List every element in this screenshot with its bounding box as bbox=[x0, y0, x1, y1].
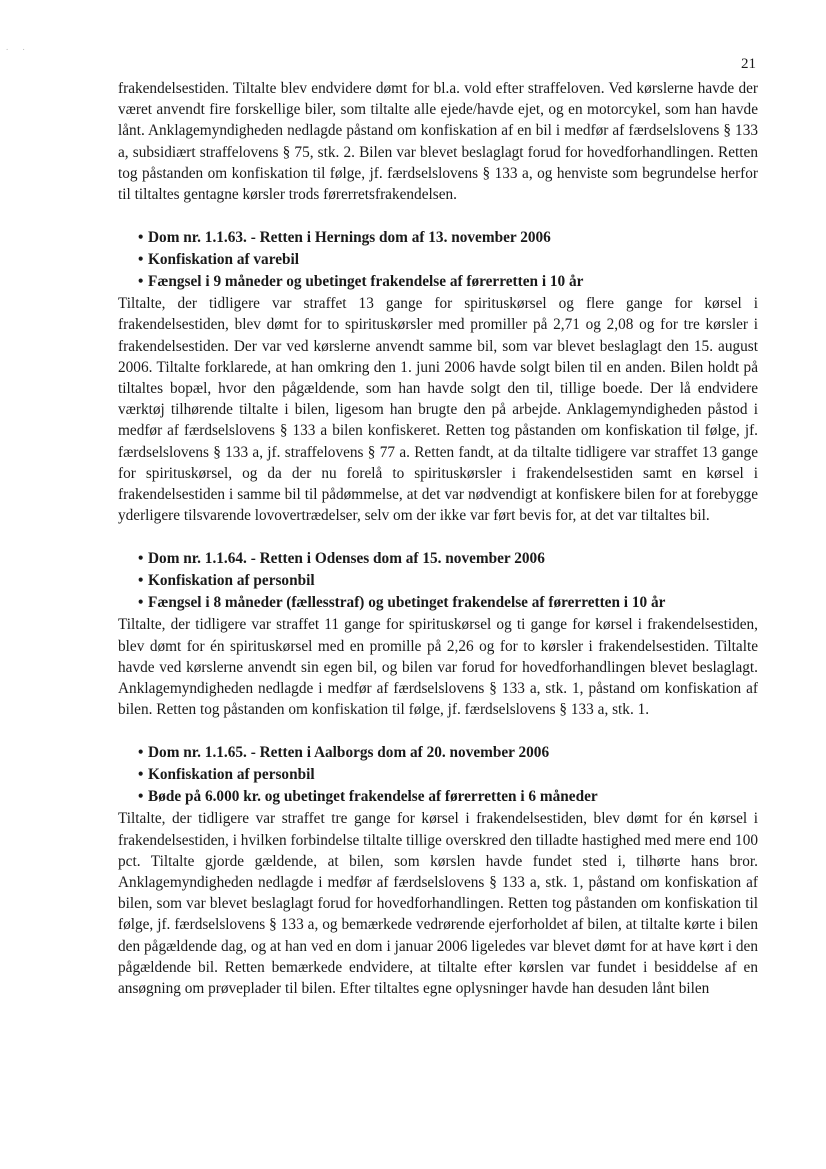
case-bullet-list bbox=[118, 742, 758, 808]
page-content bbox=[118, 78, 758, 999]
case-paragraph: Tiltalte, der tidligere var straffet 13 gange for spirituskørsel og flere gange for kørsel i frakendelsestiden, blev dømt for to spirituskørsler med promiller på 2,71 og 2,08 og for tre kørsler i frakendelsestiden. Der var ved kørslerne anvendt samme bil, som var blevet beslaglagt den 15. august 2006. Tiltalte forklarede, at han omkring den 1. juni 2006 havde solgt bilen til en anden. Bilen holdt på tiltaltes bopæl, hvor den pågældende, som han havde solgt den til, tillige boede. Der lå endvidere værktøj tilhørende tiltalte i bilen, ligesom han brugte den på arbejde. Anklagemyndigheden påstod i medfør af færdselslovens § 133 a bilen konfiskeret. Retten tog påstanden om konfiskation til følge, jf. færdselslovens § 133 a, jf. straffelovens § 77 a. Retten fandt, at da tiltalte tidligere var straffet 13 gange for spirituskørsel, og da der nu forelå to spirituskørsler i frakendelsestiden samt en kørsel i frakendelsestiden i samme bil til pådømmelse, at det var nødvendigt at konfiskere bilen for at forebygge yderligere tilsvarende lovovertrædelser, selv om der ikke var ført bevis for, at det var tiltaltes bil. bbox=[118, 295, 758, 525]
case-bullet-list bbox=[118, 227, 758, 293]
case-sentence: • Fængsel i 8 måneder (fællesstraf) og ubetinget frakendelse af førerretten i 10 år bbox=[118, 592, 758, 614]
case-heading: • Dom nr. 1.1.65. - Retten i Aalborgs dom af 20. november 2006 bbox=[118, 742, 758, 764]
case-paragraph: Tiltalte, der tidligere var straffet tre gange for kørsel i frakendelsestiden, blev dømt for én kørsel i frakendelsestiden, i hvilken forbindelse tiltalte tillige overskred den tilladte hastighed med mere end 100 pct. Tiltalte gjorde gældende, at bilen, som kørslen havde fundet sted i, tilhørte hans bror. Anklagemyndigheden nedlagde i medfør af færdselslovens § 133 a, stk. 1, påstand om konfiskation af bilen, som var blevet beslaglagt forud for hovedforhandlingen. Retten tog påstanden om konfiskation til følge, jf. færdselslovens § 133 a, og bemærkede vedrørende ejerforholdet af bilen, at tiltalte kørte i bilen den pågældende dag, og at han ved en dom i januar 2006 ligeledes var blevet dømt for at have kørt i den pågældende bil. Retten bemærkede endvidere, at tiltalte efter kørslen var fundet i besiddelse af en ansøgning om prøveplader til bilen. Efter tiltaltes egne oplysninger havde han desuden lånt bilen bbox=[118, 810, 758, 998]
page-number: 21 bbox=[741, 56, 756, 72]
case-1-1-64 bbox=[118, 548, 758, 720]
case-1-1-65 bbox=[118, 742, 758, 999]
case-subject: • Konfiskation af personbil bbox=[118, 570, 758, 592]
scan-mark: . . bbox=[6, 42, 31, 52]
case-sentence: • Fængsel i 9 måneder og ubetinget frakendelse af førerretten i 10 år bbox=[118, 271, 758, 293]
case-subject: • Konfiskation af varebil bbox=[118, 249, 758, 271]
case-bullet-list bbox=[118, 548, 758, 614]
case-sentence: • Bøde på 6.000 kr. og ubetinget frakendelse af førerretten i 6 måneder bbox=[118, 786, 758, 808]
case-1-1-63 bbox=[118, 227, 758, 526]
case-heading: • Dom nr. 1.1.64. - Retten i Odenses dom af 15. november 2006 bbox=[118, 548, 758, 570]
intro-paragraph: frakendelsestiden. Tiltalte blev endvidere dømt for bl.a. vold efter straffeloven. Ved kørslerne havde der været anvendt fire forskellige biler, som tiltalte alle ejede/havde ejet, og en motorcykel, som han havde lånt. Anklagemyndigheden nedlagde påstand om konfiskation af en bil i medfør af færdselslovens § 133 a, subsidiært straffelovens § 75, stk. 2. Bilen var blevet beslaglagt forud for hovedforhandlingen. Retten tog påstanden om konfiskation til følge, jf. færdselslovens § 133 a, og henviste som begrundelse herfor til tiltaltes gentagne kørsler trods førerretsfrakendelsen. bbox=[118, 80, 758, 204]
case-paragraph: Tiltalte, der tidligere var straffet 11 gange for spirituskørsel og ti gange for kørsel i frakendelsestiden, blev dømt for én spirituskørsel med en promille på 2,26 og for to kørsler i frakendelsestiden. Tiltalte havde ved kørslerne anvendt sin egen bil, og bilen var forud for hovedforhandlingen blevet beslaglagt. Anklagemyndigheden nedlagde i medfør af færdselslovens § 133 a, stk. 1, påstand om konfiskation af bilen. Retten tog påstanden om konfiskation til følge, jf. færdselslovens § 133 a, stk. 1. bbox=[118, 616, 758, 719]
case-heading: • Dom nr. 1.1.63. - Retten i Hernings dom af 13. november 2006 bbox=[118, 227, 758, 249]
case-subject: • Konfiskation af personbil bbox=[118, 764, 758, 786]
